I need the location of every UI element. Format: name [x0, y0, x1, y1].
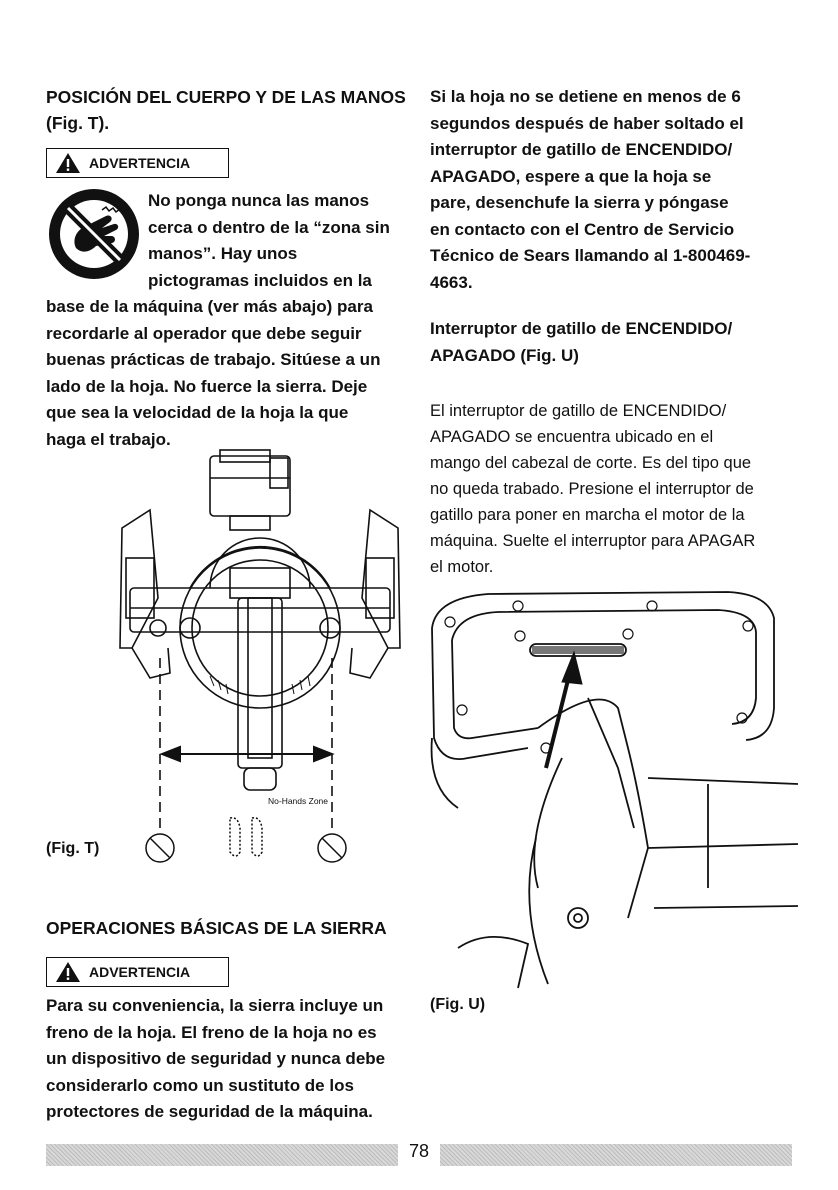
- text-line: pare, desenchufe la sierra y póngase: [430, 193, 729, 212]
- text-line: protectores de seguridad de la máquina.: [46, 1102, 373, 1121]
- warning-label: ADVERTENCIA: [89, 964, 191, 980]
- fig-u-handle-illustration: [428, 588, 798, 992]
- warning2-text: [46, 993, 416, 1126]
- text-line: Si la hoja no se detiene en menos de 6: [430, 87, 741, 106]
- text-line: No ponga nunca las manos: [148, 191, 370, 210]
- page-number: 78: [408, 1141, 430, 1161]
- text-line: no queda trabado. Presione el interruptor de: [430, 480, 754, 498]
- warning1-wrap-text: [148, 188, 410, 294]
- text-line: considerarlo como un sustituto de los: [46, 1075, 354, 1095]
- trigger-switch-body: [430, 398, 810, 580]
- text-line: Para su conveniencia, la sierra incluye un: [46, 996, 384, 1015]
- text-line: un dispositivo de seguridad y nunca debe: [46, 1049, 386, 1068]
- text-line: haga el trabajo.: [46, 429, 171, 449]
- text-line: que sea la velocidad de la hoja la que: [46, 403, 349, 422]
- text-line: segundos después de haber soltado el: [430, 113, 744, 133]
- fig-u-label: (Fig. U): [430, 996, 486, 1013]
- text-line: Interruptor de gatillo de ENCENDIDO/: [430, 319, 733, 338]
- text-line: APAGADO se encuentra ubicado en el: [430, 428, 714, 446]
- text-line: APAGADO, espere a que la hoja se: [430, 166, 712, 186]
- text-line: manos”. Hay unos: [148, 244, 298, 263]
- text-line: máquina. Suelte el interruptor para APAGAR: [430, 532, 756, 550]
- warning-box-2: [46, 957, 229, 987]
- blade-stop-note: [430, 84, 810, 296]
- warning-label: ADVERTENCIA: [89, 155, 191, 171]
- text-line: interruptor de gatillo de ENCENDIDO/: [430, 140, 733, 159]
- text-line: recordarle al operador que debe seguir: [46, 323, 362, 343]
- text-line: base de la máquina (ver más abajo) para: [46, 297, 373, 316]
- text-line: el motor.: [430, 558, 494, 576]
- warning-triangle-icon: [55, 152, 81, 174]
- text-line: freno de la hoja. El freno de la hoja no es: [46, 1022, 377, 1042]
- warning1-rest-text: [46, 294, 411, 453]
- text-line: 4663.: [430, 272, 473, 292]
- text-line: en contacto con el Centro de Servicio: [430, 219, 735, 239]
- text-line: El interruptor de gatillo de ENCENDIDO/: [430, 402, 727, 420]
- text-line: pictogramas incluidos en la: [148, 270, 372, 290]
- text-line: lado de la hoja. No fuerce la sierra. Deje: [46, 376, 368, 396]
- fig-t-saw-top-view: [110, 448, 410, 868]
- text-line: mango del cabezal de corte. Es del tipo que: [430, 454, 752, 472]
- fig-t-label: (Fig. T): [46, 840, 100, 857]
- warning-box-1: [46, 148, 229, 178]
- no-hands-zone-label: No-Hands Zone: [268, 796, 329, 806]
- section-title-body-position: POSICIÓN DEL CUERPO Y DE LAS MANOS (Fig. T).: [46, 87, 406, 133]
- footer-bar-left: [46, 1144, 398, 1166]
- section-title-trigger-switch: [430, 316, 810, 369]
- section-title-basic-operations: OPERACIONES BÁSICAS DE LA SIERRA: [46, 918, 387, 938]
- text-line: buenas prácticas de trabajo. Sitúese a un: [46, 350, 381, 369]
- footer-bar-right: [440, 1144, 792, 1166]
- text-line: gatillo para poner en marcha el motor de la: [430, 506, 745, 524]
- text-line: cerca o dentro de la “zona sin: [148, 217, 390, 237]
- warning-triangle-icon: [55, 961, 81, 983]
- text-line: Técnico de Sears llamando al 1-800469-: [430, 246, 751, 265]
- text-line: APAGADO (Fig. U): [430, 345, 579, 365]
- no-hands-icon: [46, 186, 142, 282]
